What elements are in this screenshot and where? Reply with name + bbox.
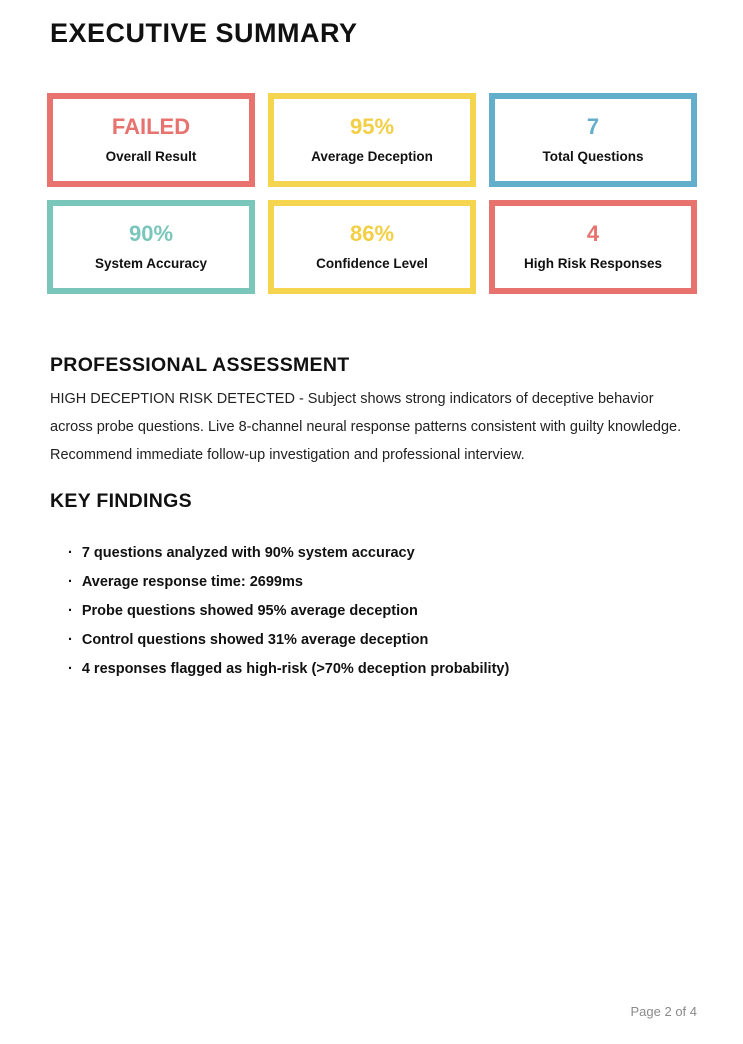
key-findings-list bbox=[68, 545, 697, 677]
stat-card-overall-result bbox=[47, 93, 255, 187]
professional-assessment-body: HIGH DECEPTION RISK DETECTED - Subject shows strong indicators of deceptive behavior across probe questions. Live 8-channel neural response patterns consistent with guilty knowledge. Recommend immediate follow-up investigation and professional interview. bbox=[50, 391, 682, 463]
page-title: EXECUTIVE SUMMARY bbox=[50, 18, 358, 48]
stat-value-confidence-level: 86% bbox=[349, 221, 395, 246]
stat-value-average-deception: 95% bbox=[349, 114, 395, 139]
key-findings-heading: KEY FINDINGS bbox=[50, 490, 192, 512]
stat-label-system-accuracy: System Accuracy bbox=[94, 256, 208, 271]
key-finding-text: Control questions showed 31% average deception bbox=[81, 632, 429, 648]
stat-label-average-deception: Average Deception bbox=[311, 149, 433, 164]
key-finding-item bbox=[68, 661, 697, 677]
stat-label-overall-result: Overall Result bbox=[105, 149, 197, 164]
key-finding-item bbox=[68, 632, 697, 648]
stat-card-high-risk-responses bbox=[489, 200, 697, 294]
key-finding-text: 7 questions analyzed with 90% system accuracy bbox=[81, 545, 415, 561]
bullet-icon: · bbox=[68, 632, 73, 648]
stat-value-overall-result: FAILED bbox=[111, 114, 191, 139]
stat-value-total-questions: 7 bbox=[586, 114, 600, 139]
page-number: Page 2 of 4 bbox=[630, 1004, 697, 1019]
stat-card-confidence-level bbox=[268, 200, 476, 294]
key-finding-item bbox=[68, 603, 697, 619]
key-finding-text: 4 responses flagged as high-risk (>70% deception probability) bbox=[81, 661, 510, 677]
stat-card-system-accuracy bbox=[47, 200, 255, 294]
stat-value-system-accuracy: 90% bbox=[128, 221, 174, 246]
stat-card-average-deception bbox=[268, 93, 476, 187]
key-finding-text: Probe questions showed 95% average deception bbox=[81, 603, 418, 619]
bullet-icon: · bbox=[68, 661, 73, 677]
bullet-icon: · bbox=[68, 545, 73, 561]
stat-card-total-questions bbox=[489, 93, 697, 187]
stat-label-confidence-level: Confidence Level bbox=[316, 256, 428, 271]
key-finding-text: Average response time: 2699ms bbox=[81, 574, 303, 590]
professional-assessment-heading: PROFESSIONAL ASSESSMENT bbox=[50, 354, 350, 376]
key-finding-item bbox=[68, 545, 697, 561]
stat-value-high-risk-responses: 4 bbox=[586, 221, 600, 246]
key-finding-item bbox=[68, 574, 697, 590]
bullet-icon: · bbox=[68, 574, 73, 590]
bullet-icon: · bbox=[68, 603, 73, 619]
stat-label-total-questions: Total Questions bbox=[542, 149, 644, 164]
stat-label-high-risk-responses: High Risk Responses bbox=[523, 256, 663, 271]
summary-cards-grid bbox=[47, 93, 697, 294]
